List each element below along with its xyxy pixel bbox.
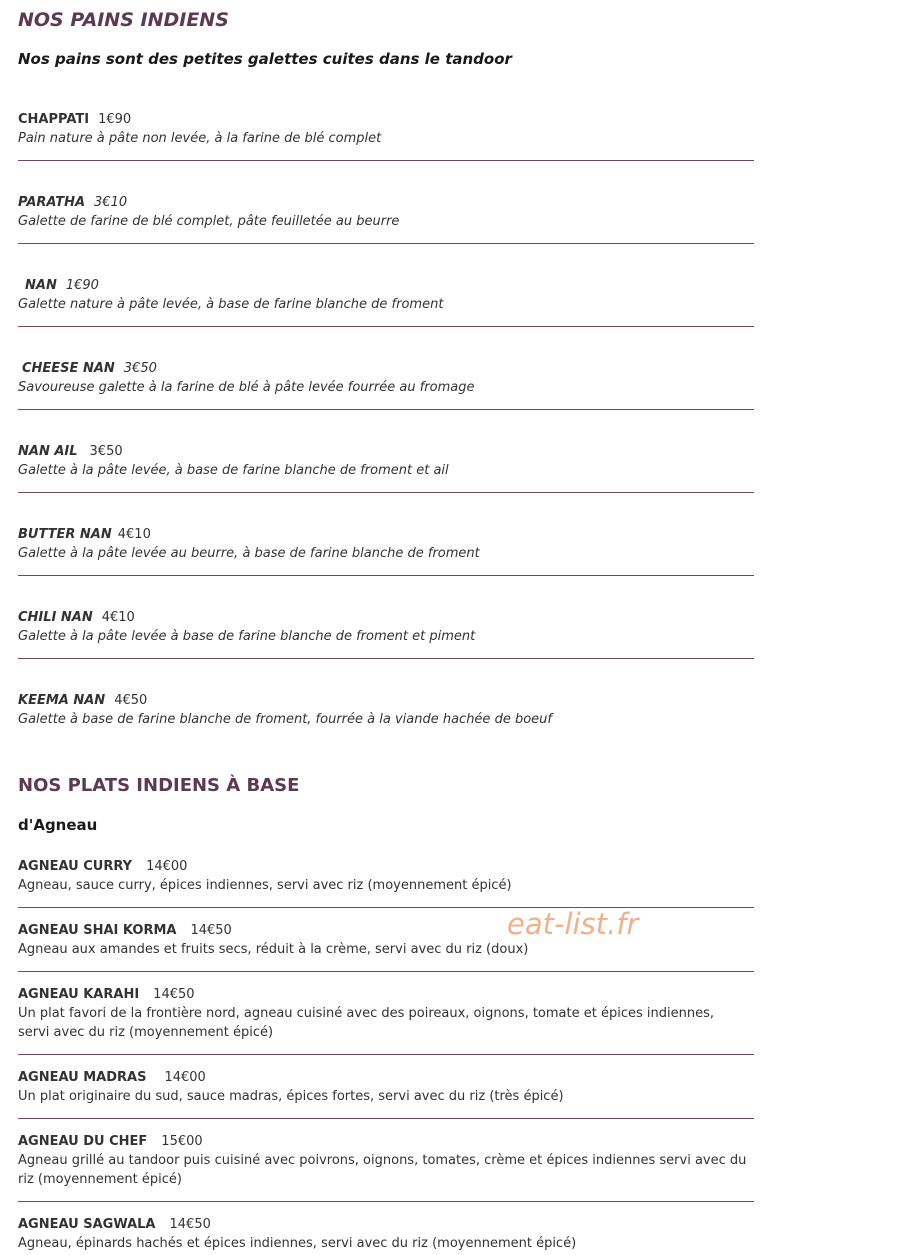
item-price: 4€10 [101,610,135,625]
menu-item-butter-nan [18,525,754,563]
item-description: Agneau aux amandes et fruits secs, réduit à la crème, servi avec du riz (doux) [18,942,529,957]
item-divider [18,575,754,576]
item-price: 14€50 [190,923,232,938]
item-name: AGNEAU DU CHEF [18,1134,148,1149]
item-divider [18,971,754,972]
item-name: BUTTER NAN [18,527,112,542]
item-price: 3€10 [94,195,128,210]
item-divider [18,243,754,244]
item-description: Galette à base de farine blanche de froment, fourrée à la viande hachée de boeuf [18,712,552,727]
item-price: 14€00 [164,1070,206,1085]
item-description: Galette nature à pâte levée, à base de farine blanche de froment [18,297,444,312]
item-description: Galette à la pâte levée, à base de farine blanche de froment et ail [18,463,449,478]
menu-item-nan-ail [18,442,754,480]
item-price: 3€50 [123,361,157,376]
item-price: 4€10 [117,527,151,542]
section-subtitle-lamb: d'Agneau [18,816,98,834]
menu-item-agneau-du-chef [18,1132,754,1189]
item-description: Un plat originaire du sud, sauce madras, épices fortes, servi avec du riz (très épicé) [18,1089,564,1104]
item-description: Galette de farine de blé complet, pâte feuilletée au beurre [18,214,400,229]
item-price: 14€00 [146,859,188,874]
menu-item-agneau-curry [18,857,754,895]
item-name: AGNEAU KARAHI [18,987,140,1002]
item-description: Galette à la pâte levée à base de farine blanche de froment et piment [18,629,476,644]
menu-item-chili-nan [18,608,754,646]
item-name: NAN [25,278,57,293]
item-price: 1€90 [98,112,132,127]
item-description: Agneau, sauce curry, épices indiennes, servi avec riz (moyennement épicé) [18,878,512,893]
item-name: PARATHA [18,195,86,210]
item-divider [18,409,754,410]
item-name: CHILI NAN [18,610,93,625]
section-subtitle-breads: Nos pains sont des petites galettes cuites dans le tandoor [18,50,512,68]
item-divider [18,160,754,161]
menu-item-agneau-karahi [18,985,754,1042]
menu-item-nan [18,276,754,314]
item-name: CHEESE NAN [22,361,115,376]
item-name: AGNEAU CURRY [18,859,133,874]
menu-item-paratha [18,193,754,231]
menu-item-cheese-nan [18,359,754,397]
item-description: Agneau grillé au tandoor puis cuisiné avec poivrons, oignons, tomates, crème et épices indiennes servi avec du riz (moyennement épicé) [18,1153,747,1187]
menu-item-chappati [18,110,754,148]
item-price: 3€50 [89,444,123,459]
item-name: AGNEAU MADRAS [18,1070,147,1085]
item-divider [18,1054,754,1055]
section-title-breads: NOS PAINS INDIENS [18,9,229,31]
item-name: AGNEAU SHAI KORMA [18,923,177,938]
menu-item-agneau-shai-korma [18,921,754,959]
watermark: eat-list.fr [507,907,639,941]
section-title-lamb: NOS PLATS INDIENS À BASE [18,775,300,796]
item-description: Un plat favori de la frontière nord, agneau cuisiné avec des poireaux, oignons, tomate et épices indiennes, servi avec du riz (moyennement épicé) [18,1006,714,1040]
item-description: Pain nature à pâte non levée, à la farine de blé complet [18,131,382,146]
item-divider [18,1201,754,1202]
item-divider [18,907,754,908]
item-name: CHAPPATI [18,112,90,127]
menu-item-agneau-sagwala [18,1215,754,1253]
item-name: NAN AIL [18,444,78,459]
item-price: 15€00 [161,1134,203,1149]
item-description: Agneau, épinards hachés et épices indiennes, servi avec du riz (moyennement épicé) [18,1236,577,1251]
item-description: Galette à la pâte levée au beurre, à base de farine blanche de froment [18,546,480,561]
item-price: 14€50 [169,1217,211,1232]
item-price: 4€50 [114,693,148,708]
item-divider [18,658,754,659]
item-price: 14€50 [153,987,195,1002]
menu-item-agneau-madras [18,1068,754,1106]
item-name: KEEMA NAN [18,693,106,708]
item-divider [18,1118,754,1119]
menu-item-keema-nan [18,691,754,729]
item-price: 1€90 [65,278,99,293]
item-name: AGNEAU SAGWALA [18,1217,156,1232]
item-divider [18,326,754,327]
item-description: Savoureuse galette à la farine de blé à pâte levée fourrée au fromage [18,380,475,395]
item-divider [18,492,754,493]
